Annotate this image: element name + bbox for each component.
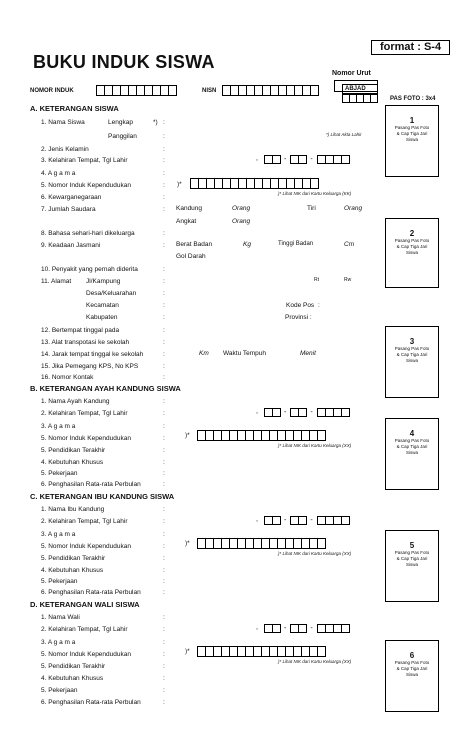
photo-caption: & Cap Tiga Jari [396,444,428,449]
photo-caption: & Cap Tiga Jari [396,244,428,249]
colon: : [163,410,165,417]
photo-box-3[interactable] [385,326,439,398]
penghasilan-label: 6. Penghasilan Rata-rata Perbulan [41,699,141,706]
orang-unit: Orang [232,205,251,212]
photo-caption: & Cap Tiga Jari [396,352,428,357]
colon: : [163,351,165,358]
format-label: format : S-4 [371,40,450,55]
nik-cells-a[interactable] [190,178,318,189]
colon: : [163,119,165,126]
nomor-urut-label: Nomor Urut [332,70,371,77]
rw-label: Rw [344,277,352,283]
photo-box-4[interactable] [385,418,439,490]
photo-caption: Siswa [405,250,418,255]
photo-box-5[interactable] [385,530,439,602]
nik-label: 5. Nomor Induk Kependudukan [41,543,131,550]
berat-label: Berat Badan [176,241,213,248]
photo-number: 4 [409,429,415,438]
colon: : [163,543,165,550]
agama-label: 3. A g a m a [41,639,76,646]
menit-unit: Menit [300,350,316,357]
photo-box-1[interactable] [385,105,439,177]
photo-caption: & Cap Tiga Jari [396,131,428,136]
colon: : [163,278,165,285]
waktu-label: Waktu Tempuh [223,350,266,357]
colon: : [163,506,165,513]
photo-number: 3 [409,337,415,346]
nomor-induk-label: NOMOR INDUK [30,88,74,94]
rt-label: Rt [314,277,319,283]
nik-label: 5. Nomor Induk Kependudukan [41,435,131,442]
colon: : [163,398,165,405]
colon: : [163,555,165,562]
comma: , [256,155,258,162]
kabupaten-label: Kabupaten [86,314,118,321]
photo-caption: Pasang Pas Foto [394,550,430,555]
nisn-cells[interactable] [222,85,318,96]
transport-label: 13. Alat transpotasi ke sekolah [41,339,130,346]
kps-label: 15. Jika Pemegang KPS, No KPS [41,363,139,370]
colon: : [163,290,165,297]
nik-note: )* Lihat NIK dari Kartu Keluarga (XX) [278,551,352,556]
section-d-title: D. KETERANGAN WALI SISWA [30,600,140,609]
penyakit-label: 10. Penyakit yang pernah diderita [41,266,138,273]
kandung-label: Kandung [176,205,203,212]
pekerjaan-label: 5. Pekerjaan [41,578,78,585]
comma: , [256,624,258,631]
photo-number: 1 [409,116,415,125]
photo-caption: Siswa [405,562,418,567]
tgl-lahir-field-d[interactable]: - - [264,624,349,633]
nik-star: )* [185,648,190,655]
colon: : [163,339,165,346]
photo-caption: Pasang Pas Foto [394,125,430,130]
kelahiran-label: 2. Kelahiran Tempat, Tgl Lahir [41,626,128,633]
colon: : [163,481,165,488]
goldar-label: Gol Darah [176,253,206,260]
provinsi-label: Provinsi : [285,314,312,321]
section-c-title: C. KETERANGAN IBU KANDUNG SISWA [30,492,175,501]
nik-cells-d[interactable] [197,646,325,657]
pendidikan-label: 5. Pendidikan Terakhir [41,663,106,670]
photo-number: 2 [409,229,415,238]
km-unit: Km [199,350,209,357]
colon: : [163,518,165,525]
orang-unit: Orang [232,218,251,225]
photo-caption: Siswa [405,672,418,677]
photo-number: 6 [409,651,415,660]
colon: : [163,651,165,658]
nik-cells-b[interactable] [197,430,325,441]
akta-star: *) [153,119,158,126]
colon: : [163,626,165,633]
photo-caption: Siswa [405,450,418,455]
colon: : [163,639,165,646]
colon: : [163,435,165,442]
kelahiran-label: 3. Kelahiran Tempat, Tgl Lahir [41,157,128,164]
colon: : [163,327,165,334]
jasmani-label: 9. Keadaan Jasmani [41,242,101,249]
photo-caption: Pasang Pas Foto [394,438,430,443]
akta-note: *) Lihat Akta Lahir [326,132,362,137]
photo-caption: Pasang Pas Foto [394,660,430,665]
agama-label: 3. A g a m a [41,423,76,430]
kewarganegaraan-label: 6. Kewarganegaraan [41,194,102,201]
kelahiran-label: 2. Kelahiran Tempat, Tgl Lahir [41,518,128,525]
colon: : [163,614,165,621]
pendidikan-label: 5. Pendidikan Terakhir [41,447,106,454]
nik-note: )* Lihat NIK dari Kartu Keluarga (KK) [278,191,352,196]
colon: : [163,230,165,237]
nisn-label: NISN [202,88,217,94]
photo-caption: Siswa [405,358,418,363]
photo-caption: Pasang Pas Foto [394,238,430,243]
colon: : [163,302,165,309]
abjad-cells[interactable] [342,94,377,103]
colon: : [163,146,165,153]
colon: : [163,699,165,706]
saudara-label: 7. Jumlah Saudara [41,206,96,213]
colon: : [163,531,165,538]
colon: : [163,194,165,201]
photo-caption: & Cap Tiga Jari [396,666,428,671]
bahasa-label: 8. Bahasa sehari-hari dikeluarga [41,230,135,237]
kebutuhan-label: 4. Kebutuhan Khusus [41,567,104,574]
colon: : [163,578,165,585]
orang-unit: Orang [344,205,363,212]
pendidikan-label: 5. Pendidikan Terakhir [41,555,106,562]
nik-star: )* [185,540,190,547]
kontak-label: 16. Nomor Kontak [41,374,94,381]
abjad-label: ABJAD [345,86,366,92]
photo-number: 5 [409,541,415,550]
kebutuhan-label: 4. Kebutuhan Khusus [41,675,104,682]
tiri-label: Tiri [307,205,316,212]
nama-ibu-label: 1. Nama Ibu Kandung [41,506,105,513]
penghasilan-label: 6. Penghasilan Rata-rata Perbulan [41,589,141,596]
tinggal-label: 12. Bertempat tinggal pada [41,327,120,334]
cm-unit: Cm [344,241,355,248]
tgl-lahir-field-b[interactable]: - - [264,408,349,417]
colon: : [163,133,165,140]
tgl-lahir-field-c[interactable]: - - [264,516,349,525]
pekerjaan-label: 5. Pekerjaan [41,470,78,477]
nik-label: 5. Nomor Induk Kependudukan [41,651,131,658]
tinggi-label: Tinggi Badan [278,241,314,247]
nama-siswa-label: 1. Nama Siswa [41,119,85,126]
colon: : [163,170,165,177]
kecamatan-label: Kecamatan [86,302,119,309]
nik-note: )* Lihat NIK dari Kartu Keluarga (XX) [278,443,352,448]
colon: : [163,423,165,430]
alamat-label: 11. Alamat [41,278,72,285]
section-b-title: B. KETERANGAN AYAH KANDUNG SISWA [30,384,181,393]
nik-note: )* Lihat NIK dari Kartu Keluarga (XX) [278,659,352,664]
comma: , [256,408,258,415]
panggilan-label: Panggilan [108,133,137,140]
page-title: BUKU INDUK SISWA [33,52,215,72]
colon: : [163,363,165,370]
kebutuhan-label: 4. Kebutuhan Khusus [41,459,104,466]
section-a-title: A. KETERANGAN SISWA [30,104,119,113]
colon: : [163,374,165,381]
colon: : [163,266,165,273]
colon: : [163,447,165,454]
photo-caption: Pasang Pas Foto [394,346,430,351]
agama-label: 3. A g a m a [41,531,76,538]
photo-box-6[interactable] [385,640,439,712]
photo-caption: Siswa [405,137,418,142]
nik-cells-c[interactable] [197,538,325,549]
kg-unit: Kg [243,241,251,248]
colon: : [163,675,165,682]
colon: : [163,182,165,189]
colon: : [318,302,320,309]
colon: : [163,459,165,466]
colon: : [163,470,165,477]
tgl-lahir-field-a[interactable]: - - [264,155,349,164]
kelahiran-label: 2. Kelahiran Tempat, Tgl Lahir [41,410,128,417]
penghasilan-label: 6. Penghasilan Rata-rata Perbulan [41,481,141,488]
nama-wali-label: 1. Nama Wali [41,614,80,621]
angkat-label: Angkat [176,218,197,225]
colon: : [163,687,165,694]
nik-label: 5. Nomor Induk Kependudukan [41,182,131,189]
jarak-label: 14. Jarak tempat tinggal ke sekolah [41,351,144,358]
comma: , [256,516,258,523]
agama-label: 4. A g a m a [41,170,76,177]
kodepos-label: Kode Pos [286,302,315,309]
pekerjaan-label: 5. Pekerjaan [41,687,78,694]
nik-star: )* [177,181,182,188]
colon: : [163,157,165,164]
colon: : [163,589,165,596]
colon: : [163,663,165,670]
nama-ayah-label: 1. Nama Ayah Kandung [41,398,110,405]
pas-foto-label: PAS FOTO : 3x4 [390,96,436,102]
nik-star: )* [185,432,190,439]
nomor-induk-cells[interactable] [96,85,176,96]
photo-caption: & Cap Tiga Jari [396,556,428,561]
jenis-kelamin-label: 2. Jenis Kelamin [41,146,89,153]
colon: : [163,242,165,249]
colon: : [163,567,165,574]
desa-label: Desa/Keluarahan [86,290,137,297]
photo-box-2[interactable] [385,218,439,288]
jl-label: Jl/Kampung [86,278,121,285]
colon: : [163,314,165,321]
lengkap-label: Lengkap [108,119,133,126]
colon: : [163,206,165,213]
